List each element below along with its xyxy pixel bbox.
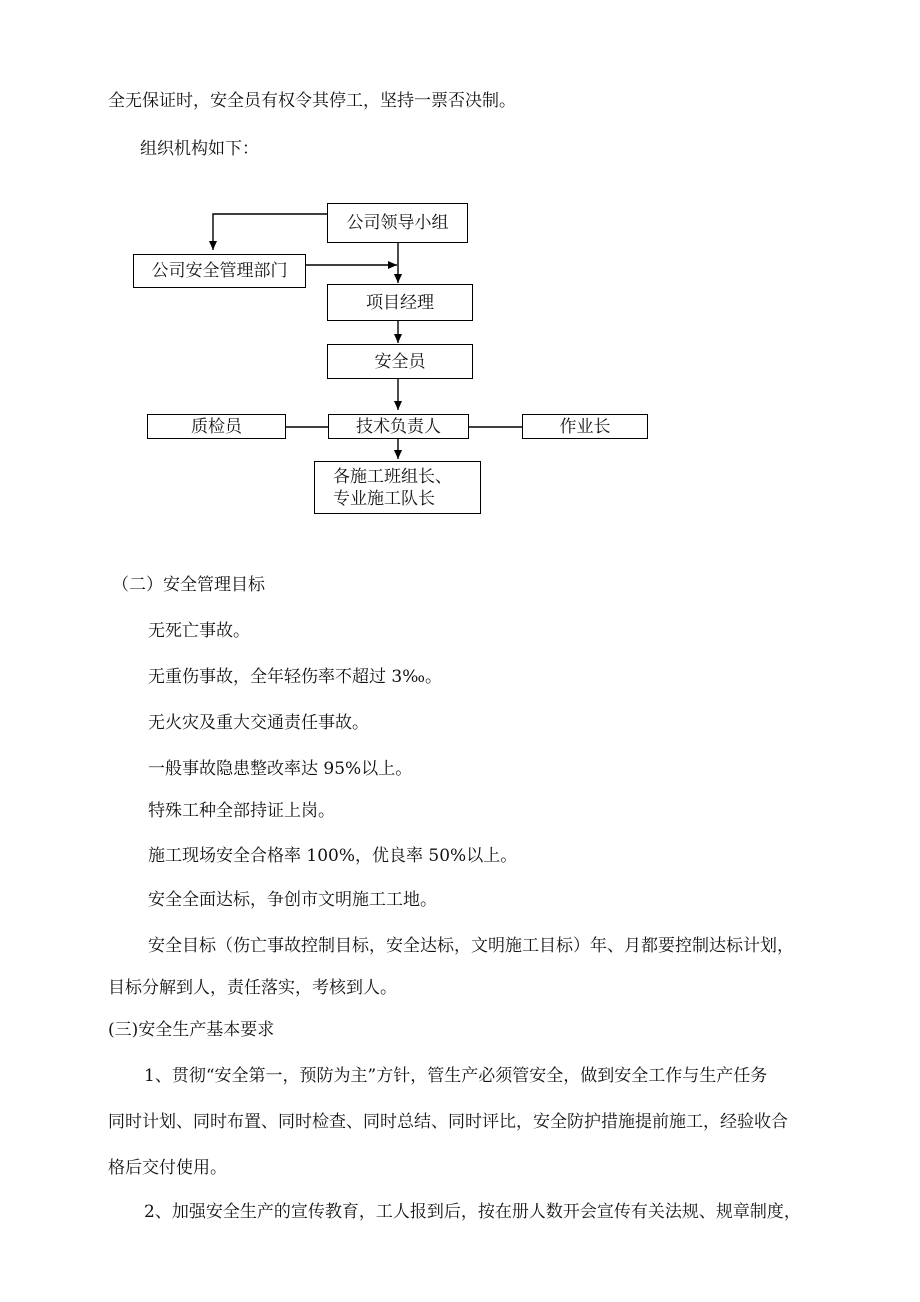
org-label-operation-chief: 作业长	[559, 416, 611, 437]
org-label-team-leaders-2: 专业施工队长	[333, 488, 435, 509]
org-box-operation-chief	[522, 414, 648, 439]
goal-paragraph-line-1: 安全目标（伤亡事故控制目标，安全达标，文明施工目标）年、月都要控制达标计划，	[148, 936, 794, 956]
goal-paragraph-line-2: 目标分解到人，责任落实，考核到人。	[108, 978, 397, 998]
org-box-quality-inspector	[147, 414, 286, 439]
goal-item: 无火灾及重大交通责任事故。	[148, 713, 369, 733]
org-heading: 组织机构如下：	[140, 139, 259, 159]
goal-item: 特殊工种全部持证上岗。	[148, 801, 335, 821]
org-label-quality-inspector: 质检员	[191, 416, 242, 437]
goal-item: 一般事故隐患整改率达 95%以上。	[148, 759, 413, 779]
goal-item: 施工现场安全合格率 100%，优良率 50%以上。	[148, 846, 518, 866]
goal-item: 无重伤事故，全年轻伤率不超过 3‰。	[148, 667, 443, 687]
org-label-safety-officer: 安全员	[374, 351, 426, 372]
org-label-team-leaders-1: 各施工班组长、	[333, 466, 452, 487]
goal-item: 无死亡事故。	[148, 621, 250, 641]
org-label-safety-dept: 公司安全管理部门	[151, 261, 288, 281]
requirement-2-line-1: 2、加强安全生产的宣传教育，工人报到后，按在册人数开会宣传有关法规、规章制度，	[144, 1202, 801, 1222]
section3-title: (三)安全生产基本要求	[108, 1020, 275, 1040]
org-box-safety-dept	[133, 254, 306, 288]
intro-line: 全无保证时，安全员有权令其停工，坚持一票否决制。	[108, 91, 516, 111]
connector-leader-to-dept	[213, 214, 327, 250]
org-box-leader-group	[327, 203, 468, 243]
org-box-tech-lead	[328, 414, 469, 439]
org-label-leader-group: 公司领导小组	[346, 213, 449, 233]
requirement-1-line-2: 同时计划、同时布置、同时检查、同时总结、同时评比，安全防护措施提前施工，经验收合	[108, 1112, 788, 1132]
org-label-project-manager: 项目经理	[366, 292, 434, 313]
org-box-safety-officer	[327, 344, 473, 379]
section2-title: （二）安全管理目标	[112, 575, 265, 595]
requirement-1-line-1: 1、贯彻“安全第一，预防为主”方针，管生产必须管安全，做到安全工作与生产任务	[144, 1066, 768, 1086]
org-box-project-manager	[327, 284, 473, 321]
goal-item: 安全全面达标，争创市文明施工工地。	[148, 890, 437, 910]
requirement-1-line-3: 格后交付使用。	[108, 1158, 227, 1178]
org-box-team-leaders	[314, 461, 481, 514]
org-label-tech-lead: 技术负责人	[356, 416, 441, 437]
